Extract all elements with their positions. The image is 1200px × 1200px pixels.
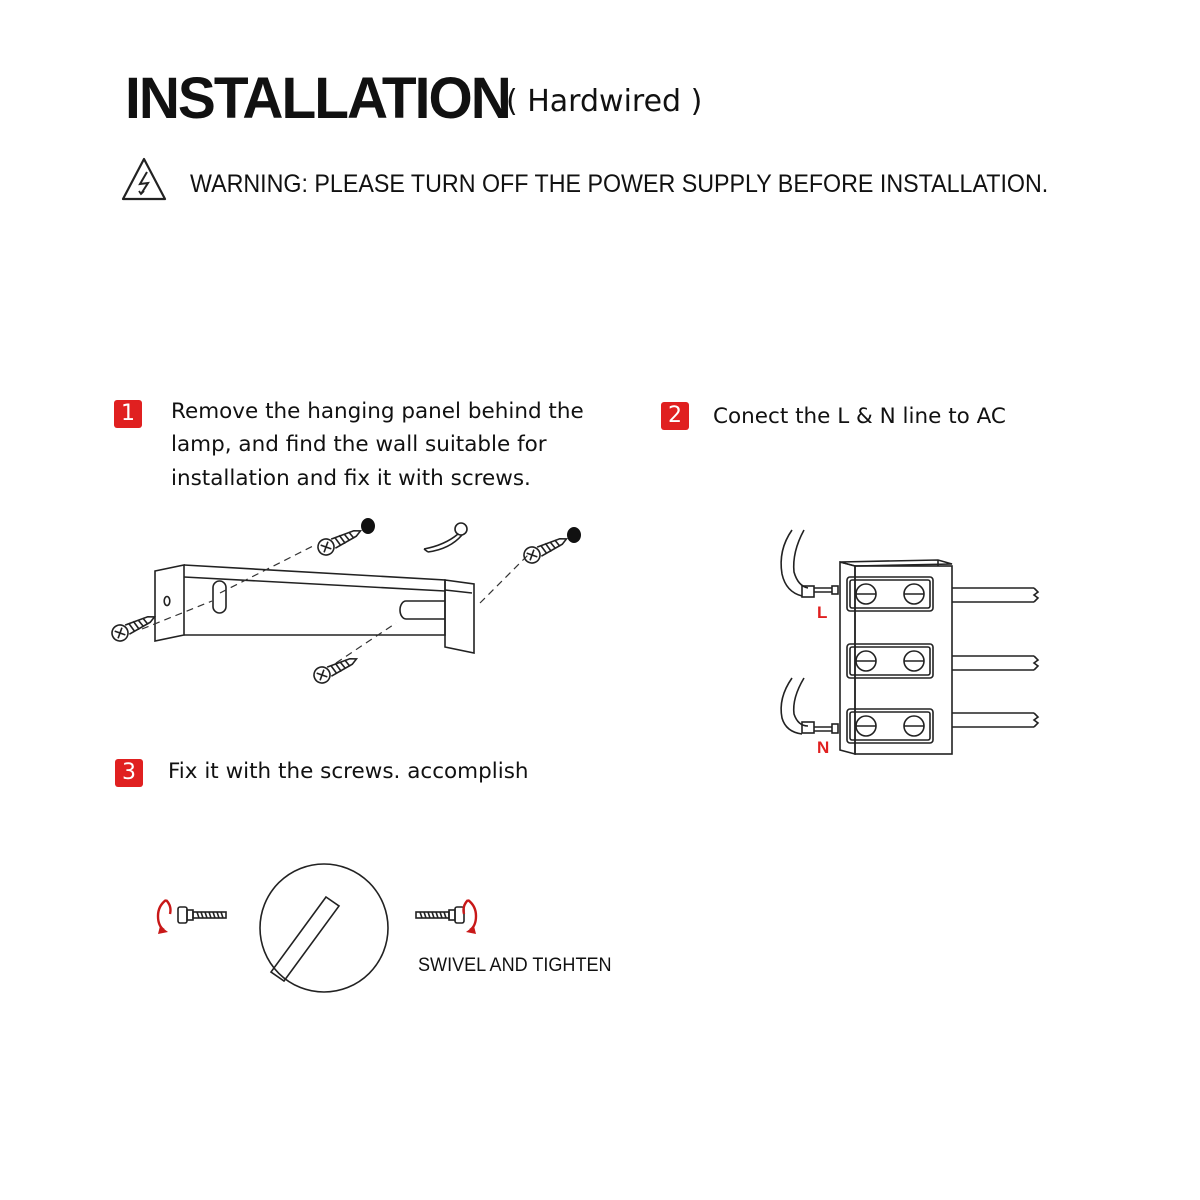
terminal-row-top — [847, 577, 933, 611]
warning-text: WARNING: PLEASE TURN OFF THE POWER SUPPLY BEFORE INSTALLATION. — [190, 170, 1049, 198]
high-voltage-warning-icon — [120, 156, 168, 202]
terminal-row-bottom — [847, 709, 933, 743]
lamp-tube-illustration — [260, 864, 388, 992]
cable-hook-icon — [424, 523, 467, 552]
rotate-arrow-icon — [158, 900, 171, 934]
terminal-block-diagram — [770, 520, 1050, 770]
step-1-text-line-1: Remove the hanging panel behind the — [171, 399, 584, 424]
screw-icon — [178, 907, 226, 923]
neutral-label: N — [817, 738, 830, 757]
screw-icon — [311, 652, 359, 686]
terminal-row-middle — [847, 644, 933, 678]
live-label: L — [817, 603, 828, 622]
step-1-badge: 1 — [114, 400, 142, 428]
live-wire — [781, 530, 838, 597]
step-1-text-line-2: lamp, and find the wall suitable for — [171, 432, 547, 457]
rotate-arrow-icon — [464, 900, 477, 934]
output-wires — [952, 588, 1038, 727]
swivel-caption: SWIVEL AND TIGHTEN — [418, 955, 612, 976]
wall-anchor-icon — [361, 518, 375, 534]
neutral-wire — [781, 678, 838, 734]
screw-icon — [315, 524, 363, 558]
step-3-badge: 3 — [115, 759, 143, 787]
screw-icon — [416, 907, 464, 923]
step-3-text: Fix it with the screws. accomplish — [168, 759, 529, 784]
step-2-text: Conect the L & N line to AC — [713, 404, 1006, 429]
screw-icon — [521, 532, 569, 566]
step-2-badge: 2 — [661, 402, 689, 430]
page-subtitle: ( Hardwired ) — [506, 84, 703, 119]
swivel-tighten-diagram — [150, 860, 490, 1000]
wall-anchor-icon — [567, 527, 581, 543]
step-1-text-line-3: installation and fix it with screws. — [171, 466, 531, 491]
bracket-mounting-diagram — [100, 505, 600, 695]
screw-icon — [109, 610, 157, 644]
page-title: INSTALLATION — [125, 66, 510, 131]
hanging-bracket-illustration — [155, 565, 474, 653]
